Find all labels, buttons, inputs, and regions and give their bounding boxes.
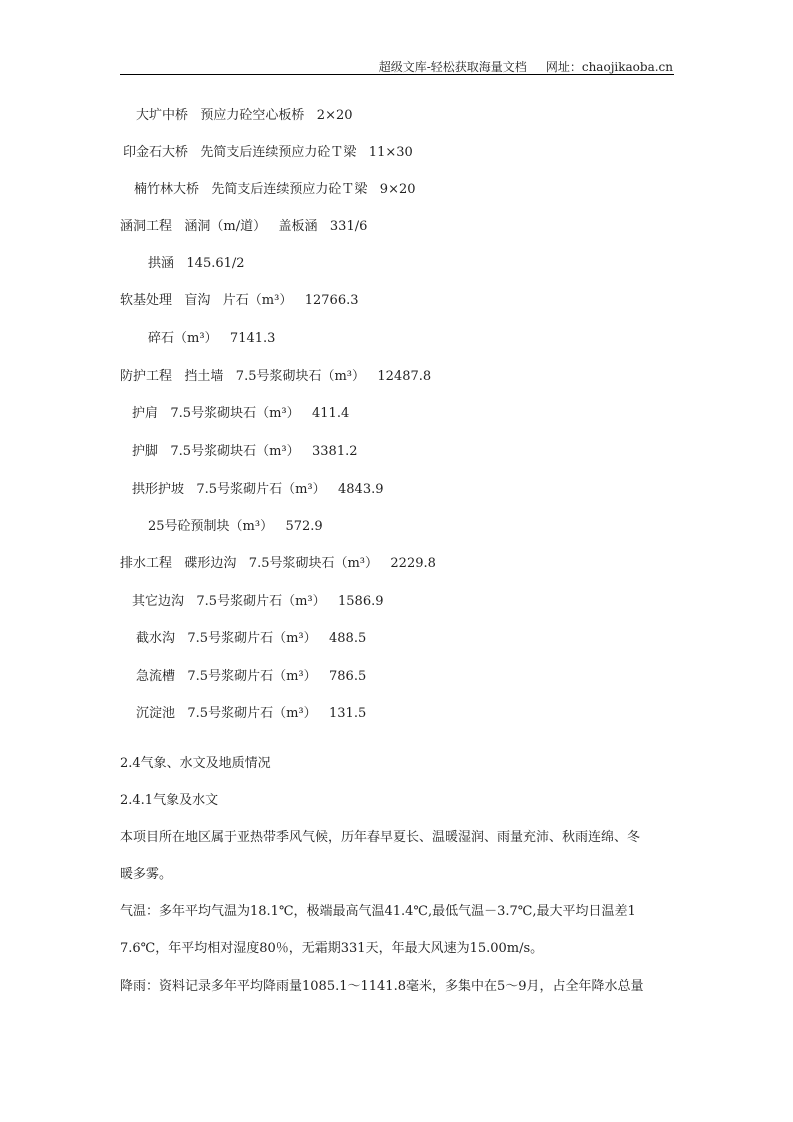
text-line: 沉淀池 7.5号浆砌片石（m³） 131.5 bbox=[136, 706, 367, 721]
text-line: 涵洞工程 涵洞（m/道） 盖板涵 331/6 bbox=[120, 219, 368, 234]
text-line: 护脚 7.5号浆砌块石（m³） 3381.2 bbox=[132, 444, 358, 459]
header-url: 网址：chaojikaoba.cn bbox=[545, 60, 673, 74]
subsection-heading: 2.4.1气象及水文 bbox=[120, 793, 219, 808]
page-header bbox=[379, 58, 673, 75]
text-line: 楠竹林大桥 先简支后连续预应力砼Ｔ梁 9×20 bbox=[134, 182, 416, 197]
paragraph-line: 降雨：资料记录多年平均降雨量1085.1～1141.8毫米，多集中在5～9月，占全年降水总量 bbox=[120, 979, 644, 994]
text-line: 拱涵 145.61/2 bbox=[148, 256, 245, 271]
text-line: 护肩 7.5号浆砌块石（m³） 411.4 bbox=[132, 406, 350, 421]
header-site: 超级文库-轻松获取海量文档 bbox=[378, 60, 527, 74]
text-line: 大圹中桥 预应力砼空心板桥 2×20 bbox=[136, 108, 353, 123]
header-rule bbox=[120, 74, 674, 75]
paragraph-line: 本项目所在地区属于亚热带季风气候，历年春早夏长、温暖湿润、雨量充沛、秋雨连绵、冬 bbox=[120, 830, 641, 845]
paragraph-line: 7.6℃，年平均相对湿度80％，无霜期331天，年最大风速为15.00m/s。 bbox=[120, 941, 544, 956]
text-line: 排水工程 碟形边沟 7.5号浆砌块石（m³） 2229.8 bbox=[120, 556, 436, 571]
text-line: 25号砼预制块（m³） 572.9 bbox=[148, 519, 323, 534]
text-line: 截水沟 7.5号浆砌片石（m³） 488.5 bbox=[136, 631, 367, 646]
text-line: 急流槽 7.5号浆砌片石（m³） 786.5 bbox=[136, 669, 367, 684]
text-line: 印金石大桥 先简支后连续预应力砼Ｔ梁 11×30 bbox=[123, 145, 413, 160]
text-line: 软基处理 盲沟 片石（m³） 12766.3 bbox=[120, 293, 359, 308]
text-line: 防护工程 挡土墙 7.5号浆砌块石（m³） 12487.8 bbox=[120, 369, 432, 384]
text-line: 其它边沟 7.5号浆砌片石（m³） 1586.9 bbox=[132, 594, 384, 609]
paragraph-line: 暖多雾。 bbox=[120, 867, 173, 882]
section-heading: 2.4气象、水文及地质情况 bbox=[120, 756, 271, 771]
text-line: 碎石（m³） 7141.3 bbox=[148, 331, 276, 346]
paragraph-line: 气温：多年平均气温为18.1℃，极端最高气温41.4℃,最低气温－3.7℃,最大平均日温差1 bbox=[120, 904, 636, 919]
text-line: 拱形护坡 7.5号浆砌片石（m³） 4843.9 bbox=[132, 482, 384, 497]
